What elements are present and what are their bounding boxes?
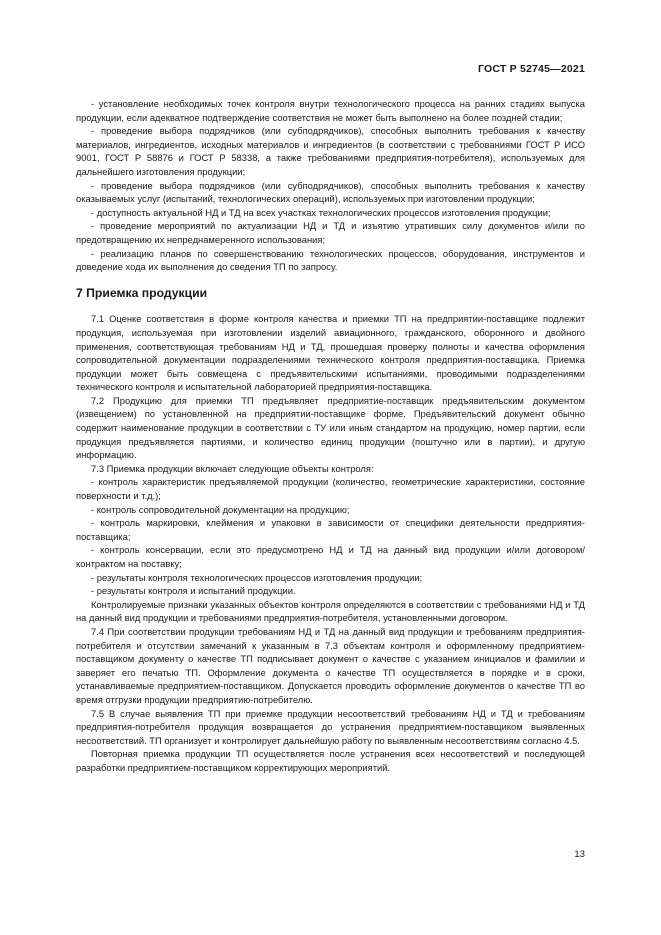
control-object-item: - контроль маркировки, клеймения и упаковки в зависимости от специфики деятельности предприятия-поставщика; bbox=[76, 517, 585, 542]
section-heading: 7 Приемка продукции bbox=[76, 285, 208, 300]
control-object-item: - результаты контроля технологических процессов изготовления продукции; bbox=[91, 571, 423, 583]
clause-7-2: 7.2 Продукцию для приемки ТП предъявляет предприятие-поставщик предъявительским документом (извещением) по установленной на предприятии-поставщике форме. Предъявительский документ обычно содержит наименование продукции в соответствии с ТУ или иным стандартом на продукцию, номер партии, если продукция предъявляется партиями, и количество единиц продукции (поштучно или в партии), и другую информацию. bbox=[76, 394, 585, 461]
clause-7-5-tail: Повторная приемка продукции ТП осуществляется после устранения всех несоответствий и последующей разработки предприятием-поставщиком корректирующих мероприятий. bbox=[76, 748, 585, 773]
bullet-item: - реализацию планов по совершенствованию технологических процессов, оборудования, инструментов и доведение хода их выполнения до сведения ТП по запросу. bbox=[76, 247, 585, 273]
clause-7-5: 7.5 В случае выявления ТП при приемке продукции несоответствий требованиям НД и ТД и требованиям предприятия-потребителя продукция возвращается до устранения предприятием-поставщиком выявленных несоответствий. ТП организует и контролирует дальнейшую работу по выявленным несоответствиям согласно 4.5. bbox=[76, 707, 585, 746]
bullet-item: - доступность актуальной НД и ТД на всех участках технологических процессов изготовления продукции; bbox=[91, 206, 551, 218]
control-object-item: - контроль консервации, если это предусмотрено НД и ТД на данный вид продукции и/или договором/контрактом на поставку; bbox=[76, 544, 585, 569]
clause-7-1: 7.1 Оценке соответствия в форме контроля качества и приемки ТП на предприятии-поставщике подлежит продукция, используемая при изготовлении изделий авиационного, гражданского, оборонного и двойного применения, соответствующая требованиям НД и ТД, прошедшая проверку полноты и качества оформления сопроводительной документации подразделениями технического контроля предприятия-поставщика. Приемка продукции может быть совмещена с предъявительскими испытаниями, проводимыми подразделениями технического контроля и испытательной лабораторией предприятия-поставщика. bbox=[76, 313, 585, 393]
bullet-item: - проведение выбора подрядчиков (или субподрядчиков), способных выполнить требования к качеству оказываемых услуг (испытаний, технологических операций), используемых при изготовлении продукции; bbox=[76, 179, 585, 205]
bullet-item: - проведение выбора подрядчиков (или субподрядчиков), способных выполнить требования к качеству материалов, ингредиентов, исходных материалов и ингредиентов (в соответствии с требованиями ГОСТ Р ИСО 9001, ГОСТ Р 58876 и ГОСТ Р 58338, а также требованиями предприятия-потребителя), используемых для дальнейшего изготовления продукции; bbox=[76, 125, 585, 177]
clause-7-3-tail: Контролируемые признаки указанных объектов контроля определяются в соответствии с требованиями НД и ТД на данный вид продукции и требованиями предприятия-потребителя, установленными договором. bbox=[76, 598, 585, 624]
control-object-item: - контроль характеристик предъявляемой продукции (количество, геометрические характеристики, состояние поверхности и т.д.); bbox=[76, 476, 585, 502]
document-standard-id: ГОСТ Р 52745—2021 bbox=[477, 63, 585, 75]
control-object-item: - результаты контроля и испытаний продукции. bbox=[91, 585, 296, 597]
clause-7-3: 7.3 Приемка продукции включает следующие объекты контроля: bbox=[91, 462, 374, 474]
bullet-item: - установление необходимых точек контроля внутри технологического процесса на ранних стадиях выпуска продукции, если адекватное подтверждение соответствия не может быть выполнено на более поздней стадии; bbox=[76, 98, 585, 123]
bullet-item: - проведение мероприятий по актуализации НД и ТД и изъятию утративших силу документов и/или по предотвращению их непреднамеренного использования; bbox=[76, 220, 585, 245]
page-body bbox=[76, 97, 585, 775]
control-object-item: - контроль сопроводительной документации на продукцию; bbox=[91, 503, 350, 515]
page-number: 13 bbox=[574, 849, 585, 860]
clause-7-4: 7.4 При соответствии продукции требованиям НД и ТД на данный вид продукции и требованиям предприятия-потребителя и отсутствии замечаний к указанным в 7.3 объектам контроля и оформленному предприятием-поставщиком документу о качестве ТП подписывает документ о качестве с указанием инициалов и фамилии и заверяет его печатью ТП. Оформление документа о качестве ТП осуществляется в порядке и в сроки, устанавливаемые предприятием-поставщиком. Допускается проводить оформление документов о качестве ТП во время отгрузки продукции предприятию-потребителю. bbox=[76, 625, 585, 705]
